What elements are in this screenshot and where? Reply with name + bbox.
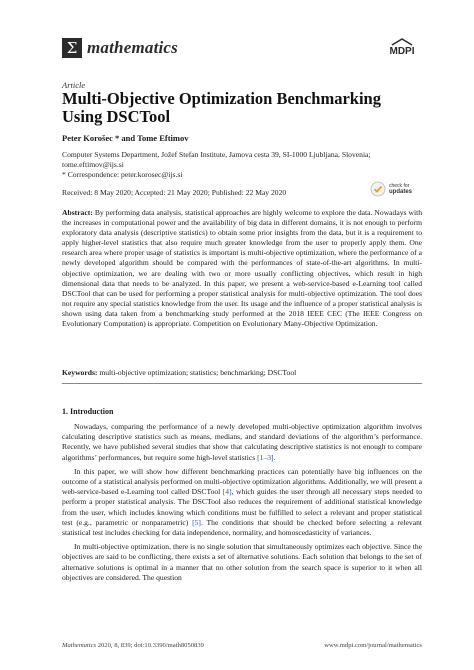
mdpi-logo bbox=[382, 38, 422, 60]
introduction-body bbox=[62, 422, 422, 587]
paper-title: Multi-Objective Optimization Benchmarking Using DSCTool bbox=[62, 89, 381, 126]
paragraph: In multi-objective optimization, there is no single solution that simultaneously optimizes each objective. Since the objectives are said to be conflicting, there exists a set of alternative solutions. Each solution that belongs to the set of alternative solutions is optimal in a manner that no other solution from the search space is superior to it when all objectives are considered. The question bbox=[62, 542, 422, 582]
paragraph-text: , which guides the user through all necessary steps needed to perform a proper statistical analysis. The DSCTool also reduces the requirement of additional statistical knowledge from the user, which includes knowing which conditions must be fulfilled to select a relevant and proper statistical test (e.g., parametric or nonparametric) bbox=[62, 487, 422, 527]
paragraph bbox=[62, 467, 422, 538]
section-divider bbox=[62, 383, 422, 384]
journal-logo bbox=[62, 38, 178, 58]
keywords bbox=[62, 368, 422, 378]
check-updates-line2: updates bbox=[389, 189, 413, 195]
paragraph bbox=[62, 422, 422, 463]
footer-doi: 2020, 8, 839; doi:10.3390/math8050839 bbox=[96, 642, 204, 649]
article-type: Article bbox=[62, 80, 86, 90]
abstract-text: By performing data analysis, statistical approaches are highly welcome to explore the data. Nowadays with the increases in computational power and the availability of big data in different domains, it is not enough to perform exploratory data analysis (descriptive statistics) to obtain some prior insights from the data, but it is a requirement to apply higher-level statistics that also require much greater knowledge from the user to properly apply them. One research area where proper usage of statistics is important is multi-objective optimization, where the performance of a newly developed algorithm should be compared with the performances of state-of-the-art algorithms. In multi-objective optimization, we are dealing with two or more usually conflicting objectives, which result in high dimensional data that needs to be analyzed. In this paper, we present a web-service-based e-Learning tool called DSCTool that can be used for performing a proper statistical analysis for multi-objective optimization. The tool does not require any special statistics knowledge from the user. Its usage and the influence of a proper statistical analysis is shown using data taken from a benchmarking study performed at the 2018 IEEE CEC (The IEEE Congress on Evolutionary Computation) is appropriate. Competition on Evolutionary Many-Objective Optimization. bbox=[62, 208, 422, 329]
keywords-label: Keywords: bbox=[62, 368, 98, 377]
journal-name: mathematics bbox=[87, 38, 178, 57]
affiliation: Computer Systems Department, Jožef Stefan Institute, Jamova cesta 39, SI-1000 Ljubljana, Slovenia; bbox=[62, 150, 371, 159]
mdpi-roof-icon bbox=[390, 38, 414, 46]
abstract bbox=[62, 208, 422, 329]
sigma-icon: Σ bbox=[62, 38, 82, 58]
paragraph-text: . bbox=[273, 452, 276, 462]
footer-url[interactable]: www.mdpi.com/journal/mathematics bbox=[324, 642, 422, 649]
page-footer bbox=[62, 642, 422, 649]
section-heading: 1. Introduction bbox=[62, 407, 114, 416]
footer-journal: Mathematics bbox=[62, 642, 97, 649]
check-updates-line1: check for bbox=[389, 183, 410, 189]
affiliation-block bbox=[62, 150, 422, 180]
paragraph-text: Nowadays, comparing the performance of a newly developed multi-objective optimization algorithm involves calculating descriptive statistics such as means, medians, and standard deviations of the algorithm’s performance. Recently, we have published several studies that show that calculating descriptive statistics is not enough to compare algorithms’ performances, but require some high-level statistics bbox=[62, 422, 422, 462]
publication-dates: Received: 8 May 2020; Accepted: 21 May 2020; Published: 22 May 2020 bbox=[62, 188, 287, 197]
check-updates-icon bbox=[370, 181, 386, 197]
author-list: Peter Korošec * and Tome Eftimov bbox=[62, 133, 189, 143]
paragraph-text: . The conditions that should be checked before selecting a relevant statistical test includes checking for data independence, normality, and homoscedasticity of variances. bbox=[62, 517, 422, 538]
citation-link[interactable]: [4] bbox=[222, 487, 232, 497]
paragraph-text: In this paper, we will show how different benchmarking practices can potentially have big influences on the outcome of a statistical analysis performed on multi-objective optimization algorithms. Additionally, we will present a web-service-based e-Learning tool called DSCTool bbox=[62, 466, 422, 497]
affiliation-email: tome.eftimov@ijs.si bbox=[62, 160, 124, 169]
citation-link[interactable]: [1–3] bbox=[257, 452, 274, 462]
publisher-name: MDPI bbox=[389, 46, 415, 57]
keywords-text: multi-objective optimization; statistics; benchmarking; DSCTool bbox=[99, 368, 297, 377]
footer-citation bbox=[62, 642, 204, 649]
correspondence: * Correspondence: peter.korosec@ijs.si bbox=[62, 170, 183, 179]
abstract-label: Abstract: bbox=[62, 208, 93, 217]
citation-link[interactable]: [5] bbox=[192, 517, 201, 527]
check-for-updates-badge[interactable] bbox=[370, 181, 412, 197]
